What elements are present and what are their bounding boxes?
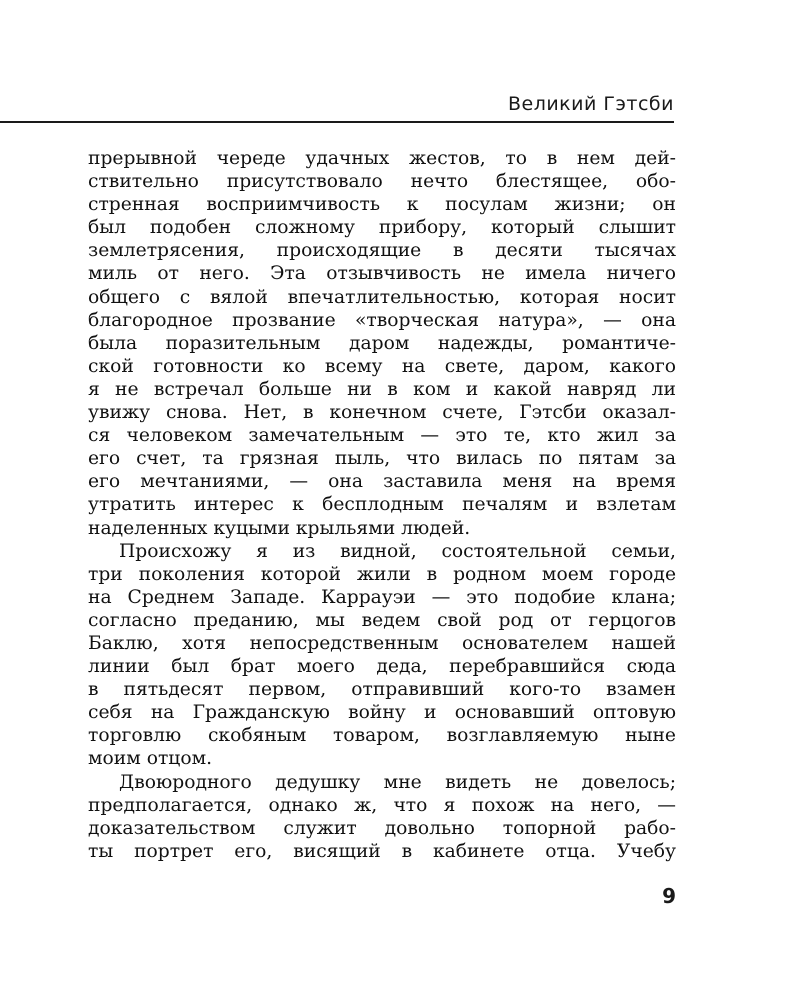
page-number: 9 bbox=[662, 884, 676, 908]
text-line: доказательством служит довольно топорной рабо- bbox=[88, 817, 676, 839]
text-line: торговлю скобяным товаром, возглавляемую ныне bbox=[88, 725, 676, 747]
text-line: стренная восприимчивость к посулам жизни; он bbox=[88, 194, 676, 216]
text-line: был подобен сложному прибору, который слышит bbox=[88, 217, 676, 239]
text-line: наделенных куцыми крыльями людей. bbox=[88, 517, 471, 539]
paragraph-2 bbox=[88, 540, 676, 771]
text-line: я не встречал больше ни в ком и какой навряд ли bbox=[88, 378, 676, 400]
text-line: ся человеком замечательным — это те, кто жил за bbox=[88, 425, 676, 447]
text-line: Двоюродного дедушку мне видеть не довелось; bbox=[119, 771, 676, 793]
text-line: увижу снова. Нет, в конечном счете, Гэтсби оказал- bbox=[88, 402, 676, 424]
text-line: общего с вялой впечатлительностью, которая носит bbox=[88, 286, 676, 308]
text-line: в пятьдесят первом, отправивший кого-то взамен bbox=[88, 679, 676, 701]
paragraph-1 bbox=[88, 147, 676, 540]
text-line: была поразительным даром надежды, романтиче- bbox=[88, 332, 676, 354]
text-line: предполагается, однако ж, что я похож на него, — bbox=[88, 794, 676, 816]
body-text bbox=[88, 147, 676, 863]
text-line: линии был брат моего деда, перебравшийся сюда bbox=[88, 656, 676, 678]
text-line: на Среднем Западе. Каррауэи — это подобие клана; bbox=[88, 586, 676, 608]
text-line: Баклю, хотя непосредственным основателем нашей bbox=[88, 632, 676, 654]
text-line: ствительно присутствовало нечто блестящее, обо- bbox=[88, 171, 676, 193]
text-line: миль от него. Эта отзывчивость не имела ничего bbox=[88, 263, 676, 285]
paragraph-3 bbox=[88, 771, 676, 863]
text-line: согласно преданию, мы ведем свой род от герцогов bbox=[88, 609, 676, 631]
text-line: благородное прозвание «творческая натура», — она bbox=[88, 309, 676, 331]
text-line: утратить интерес к бесплодным печалям и взлетам bbox=[88, 494, 676, 516]
text-line: его счет, та грязная пыль, что вилась по пятам за bbox=[88, 448, 676, 470]
text-line: ты портрет его, висящий в кабинете отца. Учебу bbox=[88, 840, 676, 862]
text-line: Происхожу я из видной, состоятельной семьи, bbox=[119, 540, 676, 562]
running-head-title: Великий Гэтсби bbox=[507, 93, 674, 115]
text-line: прерывной череде удачных жестов, то в нем дей- bbox=[88, 148, 676, 169]
text-line: его мечтаниями, — она заставила меня на время bbox=[88, 471, 676, 493]
text-line: землетрясения, происходящие в десяти тысячах bbox=[88, 240, 676, 262]
text-line: три поколения которой жили в родном моем городе bbox=[88, 563, 676, 585]
header-rule bbox=[0, 121, 674, 123]
text-line: моим отцом. bbox=[88, 748, 213, 770]
text-line: себя на Гражданскую войну и основавший оптовую bbox=[88, 702, 676, 724]
text-line: ской готовности ко всему на свете, даром, какого bbox=[88, 355, 676, 377]
